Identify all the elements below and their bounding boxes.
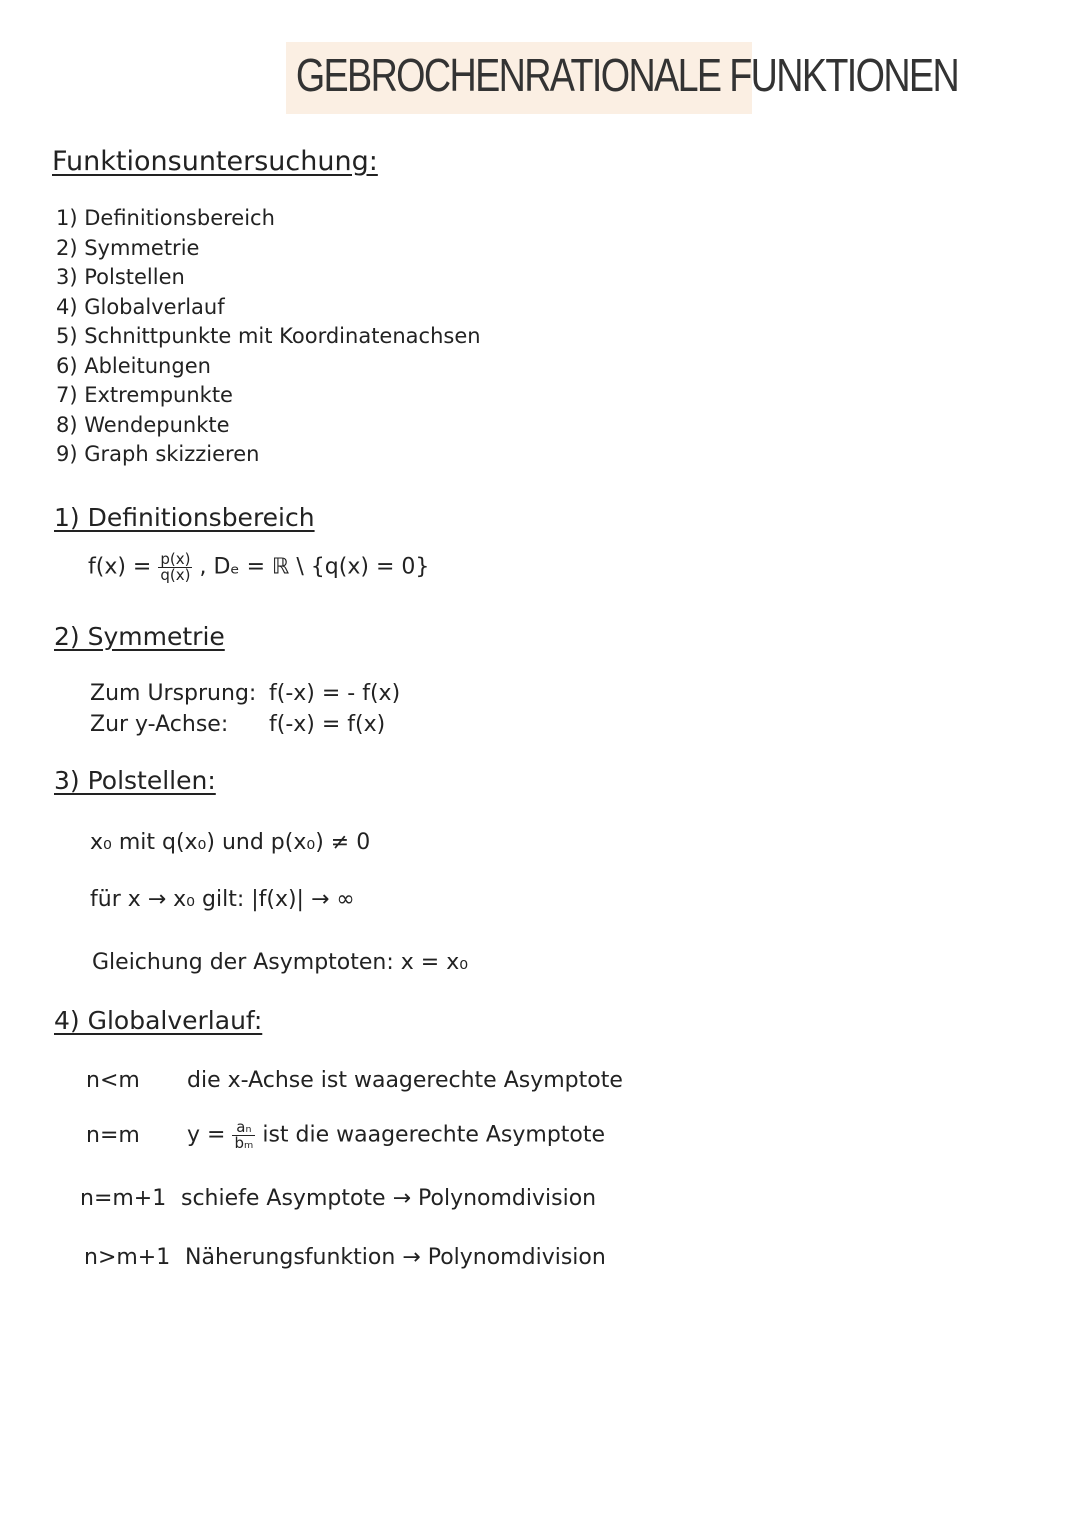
definition-fraction: [158, 552, 192, 583]
global-text: schiefe Asymptote → Polynomdivision: [181, 1186, 597, 1211]
poles-line-3: Gleichung der Asymptoten: x = x₀: [92, 950, 469, 975]
symmetry-origin-formula: f(-x) = - f(x): [269, 681, 401, 706]
global-condition: n>m+1: [84, 1245, 171, 1270]
global-row: [80, 1186, 596, 1211]
list-item: 4) Globalverlauf: [56, 294, 225, 319]
list-item: 6) Ableitungen: [56, 353, 211, 378]
symmetry-heading: 2) Symmetrie: [54, 622, 225, 651]
poles-line-1: x₀ mit q(x₀) und p(x₀) ≠ 0: [90, 830, 371, 855]
definition-denominator: q(x): [160, 566, 191, 584]
symmetry-origin: [90, 681, 400, 706]
poles-line-2: für x → x₀ gilt: |f(x)| → ∞: [90, 887, 355, 912]
symmetry-yaxis: [90, 712, 385, 737]
global-fraction: [232, 1120, 255, 1151]
global-heading: 4) Globalverlauf:: [54, 1006, 263, 1035]
overview-heading: Funktionsuntersuchung:: [52, 146, 378, 177]
global-row: [86, 1120, 605, 1151]
global-text: ist die waagerechte Asymptote: [262, 1122, 606, 1148]
global-numerator: aₙ: [232, 1120, 255, 1136]
definition-numerator: p(x): [160, 550, 191, 568]
list-item: 1) Definitionsbereich: [56, 206, 275, 230]
list-item: 3) Polstellen: [56, 265, 185, 289]
global-condition: n=m: [86, 1122, 140, 1148]
global-condition: n<m: [86, 1068, 140, 1093]
global-denominator: bₘ: [234, 1134, 254, 1152]
global-text: Näherungsfunktion → Polynomdivision: [185, 1245, 606, 1270]
list-item: 7) Extrempunkte: [56, 383, 233, 407]
list-item: 8) Wendepunkte: [56, 412, 230, 437]
list-item: 2) Symmetrie: [56, 235, 200, 260]
definition-formula: [88, 552, 429, 583]
symmetry-origin-label: Zum Ursprung:: [90, 681, 257, 706]
overview-list: [56, 204, 481, 470]
list-item: 9) Graph skizzieren: [56, 442, 260, 466]
symmetry-yaxis-formula: f(-x) = f(x): [269, 712, 386, 737]
definition-domain: , Dₑ = ℝ \ {q(x) = 0}: [199, 554, 430, 580]
global-text: die x-Achse ist waagerechte Asymptote: [187, 1068, 623, 1093]
poles-heading: 3) Polstellen:: [54, 766, 216, 795]
definition-lhs: f(x) =: [88, 554, 152, 580]
definition-heading: 1) Definitionsbereich: [54, 503, 315, 532]
list-item: 5) Schnittpunkte mit Koordinatenachsen: [56, 324, 481, 348]
page-title: GEBROCHENRATIONALE FUNKTIONEN: [295, 49, 959, 101]
global-text-pre: y =: [187, 1122, 226, 1148]
symmetry-yaxis-label: Zur y-Achse:: [90, 712, 229, 737]
global-condition: n=m+1: [80, 1186, 167, 1211]
global-row: [84, 1245, 606, 1270]
global-row: [86, 1068, 623, 1093]
